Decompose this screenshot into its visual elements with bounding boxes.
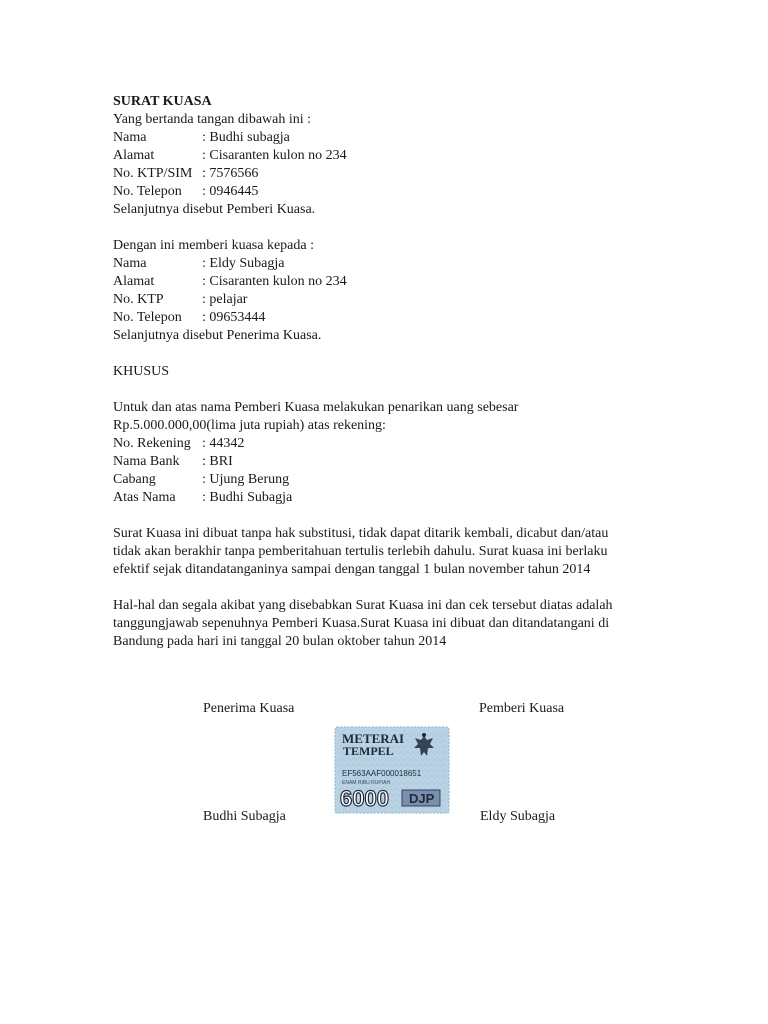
- grantor-row-id: [113, 165, 673, 183]
- grantee-row-name: [113, 255, 673, 273]
- signature-left-name: Budhi Subagja: [203, 809, 286, 824]
- field-value: : 09653444: [202, 310, 266, 325]
- spacer: [113, 507, 673, 525]
- spacer: [113, 579, 673, 597]
- intro-line: Yang bertanda tangan dibawah ini :: [113, 112, 312, 127]
- grant-intro-line: Dengan ini memberi kuasa kepada :: [113, 238, 314, 253]
- field-value: : BRI: [202, 454, 233, 469]
- field-label: Atas Nama: [113, 490, 176, 505]
- field-label: No. Telepon: [113, 184, 182, 199]
- grantor-closing: Selanjutnya disebut Pemberi Kuasa.: [113, 202, 316, 217]
- field-value: : 0946445: [202, 184, 259, 199]
- bank-row-branch: [113, 471, 673, 489]
- field-value: : 44342: [202, 436, 245, 451]
- grantee-row-id: [113, 291, 673, 309]
- purpose-line-2: Rp.5.000.000,00(lima juta rupiah) atas rekening:: [113, 418, 386, 433]
- grantee-row-address: [113, 273, 673, 291]
- grantee-closing: Selanjutnya disebut Penerima Kuasa.: [113, 328, 322, 343]
- spacer: [113, 219, 673, 237]
- field-label: Nama Bank: [113, 454, 180, 469]
- field-label: No. Rekening: [113, 436, 191, 451]
- paragraph-line: tanggungjawab sepenuhnya Pemberi Kuasa.Surat Kuasa ini dibuat dan ditandatangani di: [113, 616, 610, 631]
- grantee-row-phone: [113, 309, 673, 327]
- stamp-mark: DJP: [409, 791, 435, 806]
- field-value: : Cisaranten kulon no 234: [202, 274, 347, 289]
- field-label: No. KTP: [113, 292, 164, 307]
- bank-row-holder: [113, 489, 673, 507]
- section-heading: KHUSUS: [113, 364, 170, 379]
- document-title: SURAT KUASA: [113, 94, 212, 109]
- meterai-stamp: [334, 726, 450, 814]
- grantee-block: [113, 255, 673, 345]
- signature-left-role: Penerima Kuasa: [203, 701, 295, 716]
- paragraph-responsibility: [113, 597, 673, 651]
- bank-row-account: [113, 435, 673, 453]
- grantor-row-name: [113, 129, 673, 147]
- grantor-block: [113, 129, 673, 219]
- signature-right-role: Pemberi Kuasa: [479, 701, 565, 716]
- stamp-value: 6000: [340, 786, 389, 811]
- field-label: Nama: [113, 256, 147, 271]
- field-value: : pelajar: [202, 292, 248, 307]
- spacer: [113, 345, 673, 363]
- spacer: [113, 381, 673, 399]
- field-value: : Ujung Berung: [202, 472, 290, 487]
- field-value: : Budhi Subagja: [202, 490, 293, 505]
- field-value: : Budhi subagja: [202, 130, 290, 145]
- signature-right-name: Eldy Subagja: [480, 809, 556, 824]
- bank-block: [113, 435, 673, 507]
- stamp-serial: EF563AAF000018651: [342, 769, 422, 778]
- field-label: No. Telepon: [113, 310, 182, 325]
- grantor-row-phone: [113, 183, 673, 201]
- field-label: Alamat: [113, 148, 155, 163]
- field-value: : Eldy Subagja: [202, 256, 285, 271]
- field-label: Alamat: [113, 274, 155, 289]
- purpose-line-1: Untuk dan atas nama Pemberi Kuasa melakukan penarikan uang sebesar: [113, 400, 519, 415]
- letter-body: [113, 93, 673, 651]
- grantor-row-address: [113, 147, 673, 165]
- bank-row-bank-name: [113, 453, 673, 471]
- field-value: : 7576566: [202, 166, 259, 181]
- paragraph-line: tidak akan berakhir tanpa pemberitahuan tertulis terlebih dahulu. Surat kuasa ini berlaku: [113, 544, 608, 559]
- field-label: No. KTP/SIM: [113, 166, 193, 181]
- paragraph-line: Bandung pada hari ini tanggal 20 bulan oktober tahun 2014: [113, 634, 447, 649]
- paragraph-line: Surat Kuasa ini dibuat tanpa hak substitusi, tidak dapat ditarik kembali, dicabut dan/atau: [113, 526, 609, 541]
- stamp-amount-words: ENAM RIBU RUPIAH: [342, 780, 391, 786]
- paragraph-terms: [113, 525, 673, 579]
- field-value: : Cisaranten kulon no 234: [202, 148, 347, 163]
- paragraph-line: Hal-hal dan segala akibat yang disebabkan Surat Kuasa ini dan cek tersebut diatas adalah: [113, 598, 613, 613]
- field-label: Cabang: [113, 472, 156, 487]
- stamp-line1: METERAI: [342, 731, 405, 746]
- meterai-stamp-graphic: [334, 726, 450, 814]
- paragraph-line: efektif sejak ditandatanganinya sampai dengan tanggal 1 bulan november tahun 2014: [113, 562, 591, 577]
- field-label: Nama: [113, 130, 147, 145]
- stamp-line2: TEMPEL: [343, 744, 394, 758]
